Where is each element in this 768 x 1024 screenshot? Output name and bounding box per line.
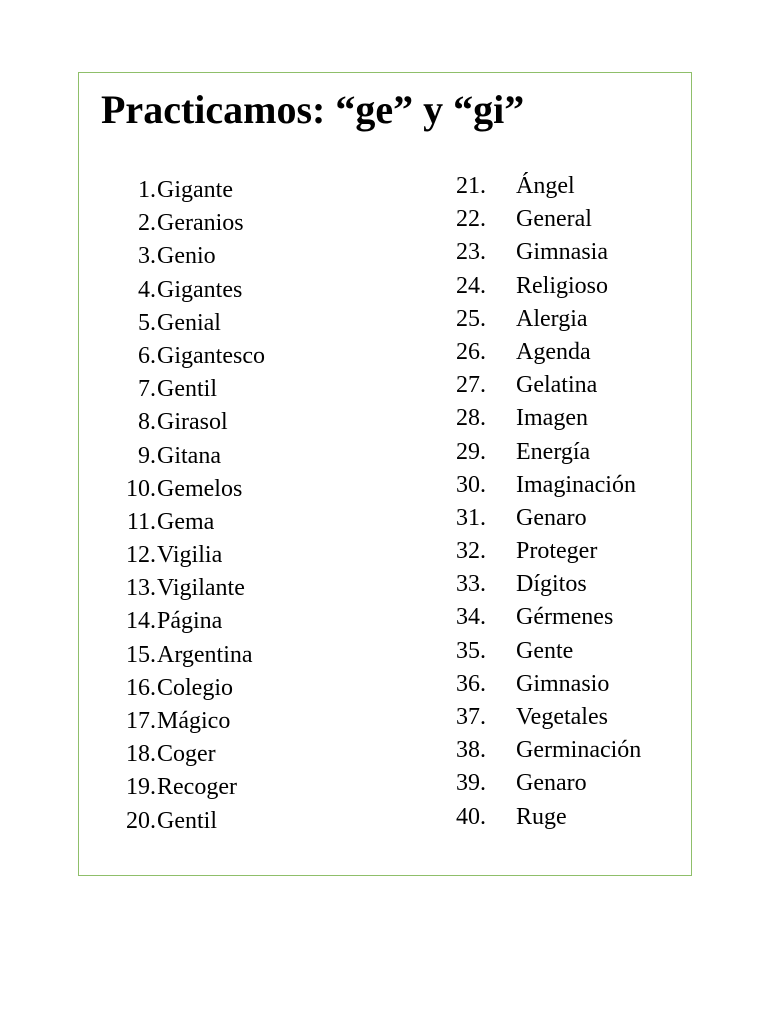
list-item xyxy=(430,635,641,668)
page-title: Practicamos: “ge” y “gi” xyxy=(101,87,525,132)
word-list-left xyxy=(100,174,265,838)
list-item-number: 20. xyxy=(126,807,156,834)
list-item-number: 8. xyxy=(138,409,156,436)
list-item xyxy=(100,440,265,473)
list-item-number: 31. xyxy=(456,504,486,531)
list-item-number: 13. xyxy=(126,575,156,602)
list-item-word: Geranios xyxy=(157,210,244,237)
list-item xyxy=(430,303,641,336)
list-item-number: 5. xyxy=(138,309,156,336)
list-item-number: 40. xyxy=(456,803,486,830)
list-item xyxy=(430,734,641,767)
list-item-word: Colegio xyxy=(157,674,233,701)
list-item-word: Página xyxy=(157,608,223,635)
list-item-number: 4. xyxy=(138,276,156,303)
list-item xyxy=(100,307,265,340)
list-item-word: Genaro xyxy=(516,504,587,531)
list-item-word: Coger xyxy=(157,741,216,768)
list-item-number: 26. xyxy=(456,338,486,365)
list-item-word: Mágico xyxy=(157,708,231,734)
list-item-number: 18. xyxy=(126,741,156,768)
list-item-word: Imaginación xyxy=(516,471,636,498)
list-item xyxy=(100,771,265,804)
list-item-word: Agenda xyxy=(516,338,591,365)
list-item xyxy=(430,469,641,502)
list-item xyxy=(100,174,265,207)
list-item xyxy=(100,705,265,738)
list-item-word: Vegetales xyxy=(516,704,608,730)
list-item-word: Gente xyxy=(516,637,574,664)
list-item-number: 17. xyxy=(126,708,156,734)
list-item xyxy=(100,738,265,771)
list-item-word: Genial xyxy=(157,309,221,336)
list-item-number: 22. xyxy=(456,206,486,233)
list-item xyxy=(100,340,265,373)
list-item xyxy=(100,207,265,240)
list-item-number: 16. xyxy=(126,674,156,701)
list-item-word: Gigantesco xyxy=(157,342,265,369)
list-item-number: 3. xyxy=(138,243,156,270)
list-item-word: Girasol xyxy=(157,409,228,436)
list-item-word: Religioso xyxy=(516,272,609,299)
list-item-number: 30. xyxy=(456,471,486,498)
list-item-word: Gérmenes xyxy=(516,604,614,631)
list-item xyxy=(100,572,265,605)
list-item-number: 25. xyxy=(456,305,486,332)
list-item-number: 21. xyxy=(456,173,486,199)
list-item xyxy=(100,539,265,572)
list-item xyxy=(430,535,641,568)
list-item xyxy=(430,668,641,701)
list-item-number: 29. xyxy=(456,438,486,465)
list-item-word: Vigilia xyxy=(157,542,223,569)
list-item-number: 6. xyxy=(138,342,156,369)
list-item-number: 37. xyxy=(456,704,486,730)
list-item-number: 2. xyxy=(138,210,156,237)
list-item-word: Gimnasio xyxy=(516,670,610,697)
list-item xyxy=(430,801,641,834)
list-item xyxy=(430,336,641,369)
list-item xyxy=(100,672,265,705)
list-item xyxy=(100,240,265,273)
list-item xyxy=(430,369,641,402)
list-item xyxy=(100,639,265,672)
list-item xyxy=(100,506,265,539)
list-item-number: 1. xyxy=(138,177,156,203)
list-item xyxy=(100,274,265,307)
list-item xyxy=(430,436,641,469)
list-item-word: Vigilante xyxy=(157,575,245,602)
list-item-word: Gigante xyxy=(157,177,233,203)
list-item-word: Dígitos xyxy=(516,571,587,598)
list-item-number: 39. xyxy=(456,770,486,797)
list-item-number: 34. xyxy=(456,604,486,631)
list-item-word: Energía xyxy=(516,438,591,465)
list-item xyxy=(430,402,641,435)
list-item-word: Gentil xyxy=(157,807,217,834)
list-item-word: Gigantes xyxy=(157,276,243,303)
list-item xyxy=(430,701,641,734)
list-item-number: 35. xyxy=(456,637,486,664)
list-item xyxy=(430,270,641,303)
list-item-number: 36. xyxy=(456,670,486,697)
list-item-number: 7. xyxy=(138,376,156,403)
list-item-word: Gelatina xyxy=(516,372,598,399)
list-item-word: Recoger xyxy=(157,774,237,801)
list-item-word: Alergia xyxy=(516,305,588,332)
list-item-word: Gitana xyxy=(157,442,221,469)
list-item-number: 32. xyxy=(456,538,486,565)
list-item-word: Gimnasia xyxy=(516,239,608,266)
list-item-word: Proteger xyxy=(516,538,598,565)
list-item xyxy=(100,805,265,838)
list-item-word: Genio xyxy=(157,243,216,270)
list-item xyxy=(430,502,641,535)
list-item-word: Germinación xyxy=(516,737,642,764)
list-item xyxy=(430,568,641,601)
list-item xyxy=(100,473,265,506)
list-item xyxy=(100,605,265,638)
list-item-number: 11. xyxy=(126,508,156,535)
list-item xyxy=(430,236,641,269)
list-item-number: 27. xyxy=(456,372,486,399)
list-item-number: 14. xyxy=(126,608,156,635)
list-item xyxy=(430,203,641,236)
list-item xyxy=(100,373,265,406)
list-item-number: 9. xyxy=(138,442,156,469)
list-item xyxy=(430,767,641,800)
list-item xyxy=(100,406,265,439)
list-item-number: 24. xyxy=(456,272,486,299)
list-item-number: 10. xyxy=(126,475,156,502)
list-item-word: Argentina xyxy=(157,641,253,668)
list-item-number: 38. xyxy=(456,737,486,764)
list-item-number: 33. xyxy=(456,571,486,598)
word-list-right xyxy=(430,170,641,834)
list-item-word: Genaro xyxy=(516,770,587,797)
list-item-number: 19. xyxy=(126,774,156,801)
list-item xyxy=(430,601,641,634)
list-item-number: 23. xyxy=(456,239,486,266)
list-item-number: 12. xyxy=(126,542,156,569)
list-item-number: 28. xyxy=(456,405,486,432)
list-item-word: Gentil xyxy=(157,376,217,403)
list-item-word: Gemelos xyxy=(157,475,243,502)
list-item-word: Imagen xyxy=(516,405,588,432)
list-item-word: General xyxy=(516,206,592,233)
list-item xyxy=(430,170,641,203)
list-item-word: Gema xyxy=(157,508,215,535)
list-item-word: Ruge xyxy=(516,803,567,830)
list-item-number: 15. xyxy=(126,641,156,668)
list-item-word: Ángel xyxy=(516,173,575,199)
